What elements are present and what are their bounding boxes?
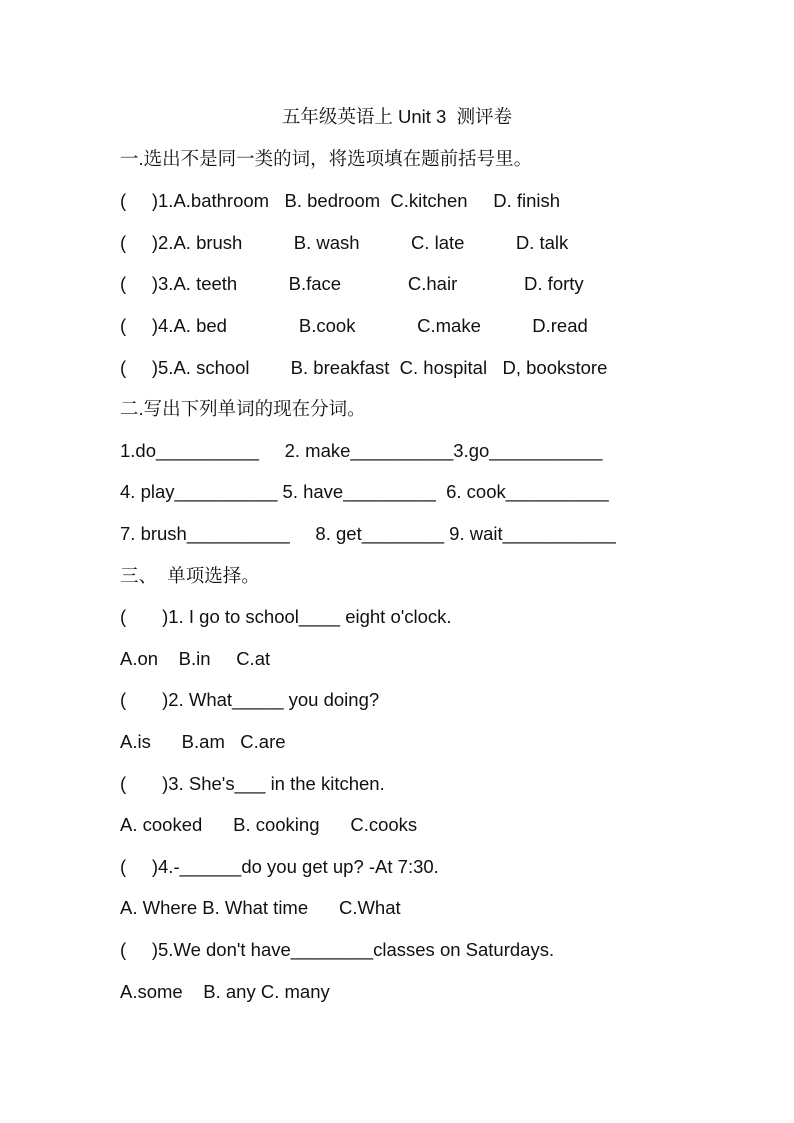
section1-item: ( )3.A. teeth B.face C.hair D. forty xyxy=(120,273,584,294)
question-options: A. Where B. What time C.What xyxy=(120,897,401,918)
section1-heading: 一.选出不是同一类的词，将选项填在题前括号里。 xyxy=(120,148,533,169)
section2-heading: 二.写出下列单词的现在分词。 xyxy=(120,398,366,419)
question-options: A. cooked B. cooking C.cooks xyxy=(120,814,418,835)
section1-item: ( )1.A.bathroom B. bedroom C.kitchen D. finish xyxy=(120,190,561,211)
question-text: ( )3. She's___ in the kitchen. xyxy=(120,773,385,794)
section3-heading: 三、 单项选择。 xyxy=(120,565,260,586)
section2-row: 4. play__________ 5. have_________ 6. cook__________ xyxy=(120,481,609,502)
question-text: ( )5.We don't have________classes on Saturdays. xyxy=(120,939,555,960)
page-title: 五年级英语上 Unit 3 测评卷 xyxy=(281,106,513,127)
section1-item: ( )2.A. brush B. wash C. late D. talk xyxy=(120,232,569,253)
section2-row: 7. brush__________ 8. get________ 9. wait___________ xyxy=(120,523,616,544)
question-text: ( )1. I go to school____ eight o'clock. xyxy=(120,606,452,627)
question-options: A.some B. any C. many xyxy=(120,981,330,1002)
question-options: A.on B.in C.at xyxy=(120,648,271,669)
section1-item: ( )4.A. bed B.cook C.make D.read xyxy=(120,315,588,336)
question-text: ( )2. What_____ you doing? xyxy=(120,689,380,710)
section2-row: 1.do__________ 2. make__________3.go___________ xyxy=(120,440,603,461)
question-options: A.is B.am C.are xyxy=(120,731,286,752)
question-text: ( )4.-______do you get up? -At 7:30. xyxy=(120,856,439,877)
section1-item: ( )5.A. school B. breakfast C. hospital D, bookstore xyxy=(120,357,608,378)
